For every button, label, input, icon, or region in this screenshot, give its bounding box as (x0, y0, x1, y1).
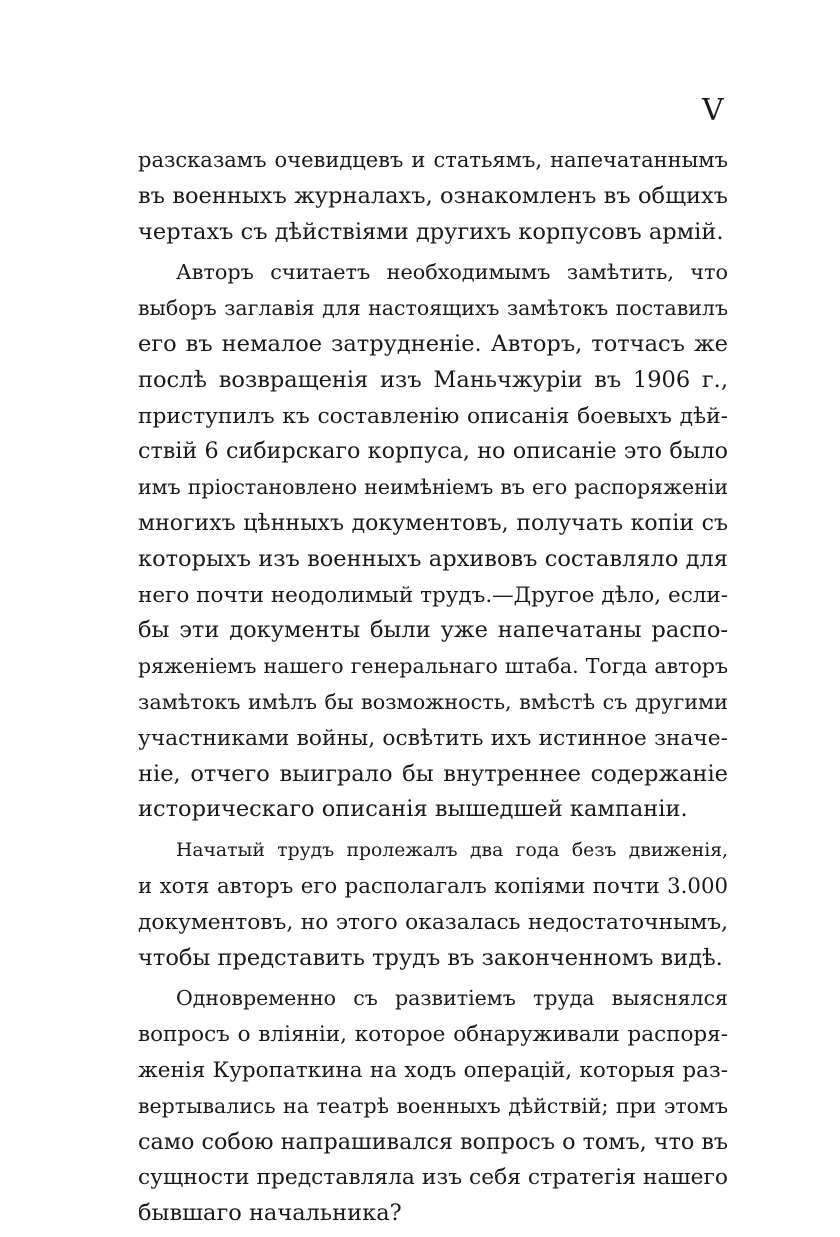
text-line: бывшаго начальника? (138, 1200, 402, 1227)
text-line: замѣтокъ имѣлъ бы возможность, вмѣстѣ съ другими (138, 689, 728, 714)
paragraph (138, 833, 728, 976)
text-line: Одновременно съ развитiемъ труда выяснялся (176, 986, 728, 1011)
text-line: вертывались на театрѣ военныхъ дѣйствiй; при этомъ (138, 1093, 728, 1118)
text-line: историческаго описанiя вышедшей кампанiи. (138, 796, 688, 823)
text-line: чертахъ съ дѣйствiями другихъ корпусовъ армiй. (138, 218, 724, 245)
text-line: него почти неодолимый трудъ.—Другое дѣло, если- (138, 582, 728, 608)
paragraph (138, 981, 728, 1232)
text-line: послѣ возвращенiя изъ Маньчжурiи въ 1906 г., (138, 366, 728, 393)
text-line: Начатый трудъ пролежалъ два года безъ движенiя, (176, 840, 728, 862)
text-line: приступилъ къ составленiю описанiя боевыхъ дѣй- (138, 403, 728, 429)
paragraph (138, 143, 728, 250)
text-line: участниками войны, освѣтить ихъ истинное значе- (138, 725, 728, 751)
text-line: ряженiемъ нашего генеральнаго штаба. Тогда авторъ (138, 654, 728, 679)
text-line: имъ прiостановлено неимѣнiемъ въ его распоряженiи (138, 475, 728, 500)
text-line: Авторъ считаетъ необходимымъ замѣтить, что (176, 260, 728, 285)
text-line: которыхъ изъ военныхъ архивовъ составляло для (138, 545, 728, 572)
text-line: женiя Куропаткина на ходъ операцiй, которыя раз- (138, 1057, 728, 1083)
text-line: въ военныхъ журналахъ, ознакомленъ въ общихъ (138, 182, 728, 209)
text-line: нiе, отчего выиграло бы внутреннее содержанiе (138, 760, 728, 787)
text-line: само собою напрашивался вопросъ о томъ, что въ (138, 1128, 729, 1155)
text-line: выборъ заглавiя для настоящихъ замѣтокъ поставилъ (138, 296, 728, 321)
text-line: сущности представляла изъ себя стратегiя нашего (138, 1165, 728, 1191)
text-line: разсказамъ очевидцевъ и статьямъ, напечатаннымъ (138, 148, 728, 172)
text-line: бы эти документы были уже напечатаны распо- (138, 617, 728, 644)
text-line: чтобы представить трудъ въ законченномъ видѣ. (138, 944, 723, 971)
text-line: многихъ цѣнныхъ документовъ, получать копiи съ (138, 510, 728, 536)
page-number: V (702, 93, 724, 128)
text-line: ствiй 6 сибирскаго корпуса, но описанiе это было (138, 438, 728, 465)
text-line: документовъ, но этого оказалась недостаточнымъ, (138, 909, 728, 935)
text-line: и хотя авторъ его располагалъ копiями почти 3.000 (138, 873, 728, 899)
paragraph (138, 255, 728, 828)
body-text (138, 143, 728, 1237)
text-line: его въ немалое затрудненiе. Авторъ, тотчасъ же (138, 330, 728, 357)
text-line: вопросъ о влiянiи, которое обнаруживали распоря- (138, 1022, 728, 1048)
